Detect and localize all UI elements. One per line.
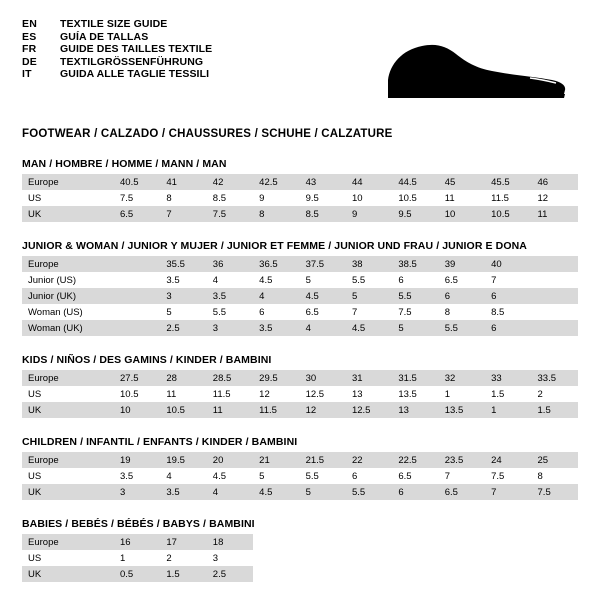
cell: 10 (114, 402, 160, 418)
cell: 3.5 (160, 484, 206, 500)
table-row (22, 386, 578, 402)
cell: 8.5 (300, 206, 346, 222)
cell (532, 304, 578, 320)
row-label: Junior (US) (22, 272, 114, 288)
table-row (22, 206, 578, 222)
language-text: GUÍA DE TALLAS (60, 30, 149, 43)
cell: 1.5 (485, 386, 531, 402)
cell: 44.5 (392, 174, 438, 190)
cell: 7 (346, 304, 392, 320)
cell: 30 (300, 370, 346, 386)
cell: 5.5 (346, 484, 392, 500)
cell: 4.5 (346, 320, 392, 336)
cell: 38 (346, 256, 392, 272)
cell: 1 (439, 386, 485, 402)
language-code: ES (22, 30, 37, 43)
language-code: EN (22, 18, 37, 30)
cell: 3 (207, 550, 253, 566)
cell: 36 (207, 256, 253, 272)
cell-empty (485, 534, 531, 550)
cell: 9 (346, 206, 392, 222)
cell: 43 (300, 174, 346, 190)
cell: 12 (300, 402, 346, 418)
cell: 3 (207, 320, 253, 336)
cell: 19.5 (160, 452, 206, 468)
cell: 44 (346, 174, 392, 190)
language-code: FR (22, 43, 37, 55)
cell: 37.5 (300, 256, 346, 272)
cell-empty (392, 534, 438, 550)
cell: 23.5 (439, 452, 485, 468)
cell: 3.5 (114, 468, 160, 484)
cell: 10.5 (160, 402, 206, 418)
cell: 24 (485, 452, 531, 468)
section-junior-woman (22, 240, 578, 336)
cell: 19 (114, 452, 160, 468)
cell: 28.5 (207, 370, 253, 386)
cell: 7 (485, 272, 531, 288)
row-label: Woman (US) (22, 304, 114, 320)
row-label: Europe (22, 174, 114, 190)
cell-empty (392, 550, 438, 566)
cell: 18 (207, 534, 253, 550)
cell: 3.5 (253, 320, 299, 336)
cell: 22 (346, 452, 392, 468)
cell: 6.5 (392, 468, 438, 484)
language-text: GUIDA ALLE TAGLIE TESSILI (60, 68, 210, 80)
cell: 33 (485, 370, 531, 386)
section-title: CHILDREN / INFANTIL / ENFANTS / KINDER / BAMBINI (22, 436, 298, 448)
cell: 7 (485, 484, 531, 500)
cell: 22.5 (392, 452, 438, 468)
cell: 4 (207, 484, 253, 500)
language-row (22, 43, 212, 56)
cell: 8.5 (485, 304, 531, 320)
cell: 38.5 (392, 256, 438, 272)
cell-empty (485, 566, 531, 582)
cell: 5 (392, 320, 438, 336)
cell: 28 (160, 370, 206, 386)
table-row (22, 190, 578, 206)
table-row (22, 534, 578, 550)
cell: 6 (392, 484, 438, 500)
cell: 33.5 (532, 370, 578, 386)
row-label: UK (22, 402, 114, 418)
size-table-kids (22, 370, 578, 418)
cell: 31 (346, 370, 392, 386)
row-label: Europe (22, 370, 114, 386)
cell: 20 (207, 452, 253, 468)
cell (114, 272, 160, 288)
cell: 4.5 (207, 468, 253, 484)
cell: 17 (160, 534, 206, 550)
cell: 1.5 (160, 566, 206, 582)
cell: 10 (346, 190, 392, 206)
cell (532, 256, 578, 272)
table-row (22, 370, 578, 386)
cell: 6 (346, 468, 392, 484)
cell (532, 288, 578, 304)
cell: 1 (485, 402, 531, 418)
cell: 5.5 (300, 468, 346, 484)
cell: 7 (160, 206, 206, 222)
section-man (22, 158, 578, 222)
header (22, 18, 578, 114)
cell: 4.5 (300, 288, 346, 304)
cell-empty (485, 550, 531, 566)
cell-empty (300, 550, 346, 566)
cell: 2 (160, 550, 206, 566)
language-row (22, 68, 212, 81)
cell: 6.5 (114, 206, 160, 222)
language-list (22, 18, 212, 81)
cell: 12.5 (346, 402, 392, 418)
cell: 5.5 (346, 272, 392, 288)
cell: 21.5 (300, 452, 346, 468)
cell: 2.5 (207, 566, 253, 582)
cell: 42.5 (253, 174, 299, 190)
cell: 32 (439, 370, 485, 386)
cell: 11.5 (253, 402, 299, 418)
cell: 3.5 (207, 288, 253, 304)
cell-empty (439, 550, 485, 566)
cell: 41 (160, 174, 206, 190)
language-text: TEXTILGRÖSSENFÜHRUNG (60, 55, 204, 68)
cell: 4 (207, 272, 253, 288)
language-list-body (22, 18, 212, 81)
cell: 11 (532, 206, 578, 222)
cell (532, 272, 578, 288)
cell: 6 (485, 320, 531, 336)
cell: 5.5 (207, 304, 253, 320)
cell: 8 (160, 190, 206, 206)
cell: 6 (392, 272, 438, 288)
row-label: US (22, 190, 114, 206)
cell: 10.5 (485, 206, 531, 222)
cell: 40 (485, 256, 531, 272)
cell: 27.5 (114, 370, 160, 386)
table-row (22, 452, 578, 468)
cell: 21 (253, 452, 299, 468)
table-row (22, 174, 578, 190)
cell: 45.5 (485, 174, 531, 190)
cell: 6 (439, 288, 485, 304)
language-row (22, 31, 212, 44)
cell-empty (253, 566, 299, 582)
cell-empty (346, 566, 392, 582)
size-table-junior-woman (22, 256, 578, 336)
cell: 13.5 (392, 386, 438, 402)
cell: 11.5 (207, 386, 253, 402)
cell: 8 (253, 206, 299, 222)
cell: 12 (532, 190, 578, 206)
cell: 5 (253, 468, 299, 484)
cell: 1 (114, 550, 160, 566)
cell (114, 256, 160, 272)
table-row (22, 468, 578, 484)
cell: 1.5 (532, 402, 578, 418)
cell: 7.5 (485, 468, 531, 484)
cell-empty (532, 534, 578, 550)
language-code: DE (22, 55, 37, 68)
cell: 4.5 (253, 272, 299, 288)
cell-empty (253, 550, 299, 566)
cell: 5 (300, 272, 346, 288)
cell-empty (300, 566, 346, 582)
cell: 6.5 (300, 304, 346, 320)
language-row (22, 18, 212, 31)
table-row (22, 402, 578, 418)
language-text: TEXTILE SIZE GUIDE (60, 18, 168, 30)
cell: 3 (114, 484, 160, 500)
row-label: US (22, 468, 114, 484)
cell-empty (439, 534, 485, 550)
cell: 8 (532, 468, 578, 484)
size-table-man (22, 174, 578, 222)
table-row (22, 566, 578, 582)
cell: 13 (346, 386, 392, 402)
cell-empty (300, 534, 346, 550)
cell-empty (392, 566, 438, 582)
cell: 13 (392, 402, 438, 418)
cell: 5.5 (392, 288, 438, 304)
cell: 7.5 (114, 190, 160, 206)
cell: 13.5 (439, 402, 485, 418)
cell: 7.5 (392, 304, 438, 320)
row-label: Europe (22, 534, 114, 550)
cell: 29.5 (253, 370, 299, 386)
language-row (22, 56, 212, 69)
cell-empty (346, 550, 392, 566)
cell: 16 (114, 534, 160, 550)
row-label: Woman (UK) (22, 320, 114, 336)
cell: 6 (485, 288, 531, 304)
cell: 9.5 (392, 206, 438, 222)
cell: 35.5 (160, 256, 206, 272)
cell: 8 (439, 304, 485, 320)
row-label: Junior (UK) (22, 288, 114, 304)
cell (532, 320, 578, 336)
language-text: GUIDE DES TAILLES TEXTILE (60, 43, 213, 55)
row-label: UK (22, 566, 114, 582)
size-table-children (22, 452, 578, 500)
cell: 4 (160, 468, 206, 484)
cell: 9 (253, 190, 299, 206)
cell: 9.5 (300, 190, 346, 206)
cell: 10.5 (392, 190, 438, 206)
cell: 12 (253, 386, 299, 402)
cell: 11 (439, 190, 485, 206)
cell: 5 (160, 304, 206, 320)
cell: 5 (346, 288, 392, 304)
row-label: Europe (22, 256, 114, 272)
cell: 10 (439, 206, 485, 222)
cell: 11 (207, 402, 253, 418)
section-babies (22, 518, 578, 582)
cell: 40.5 (114, 174, 160, 190)
cell (114, 320, 160, 336)
cell: 4 (253, 288, 299, 304)
cell: 6.5 (439, 484, 485, 500)
cell: 45 (439, 174, 485, 190)
cell-empty (439, 566, 485, 582)
row-label: UK (22, 484, 114, 500)
cell: 3 (160, 288, 206, 304)
section-title: JUNIOR & WOMAN / JUNIOR Y MUJER / JUNIOR ET FEMME / JUNIOR UND FRAU / JUNIOR E DONA (22, 240, 527, 252)
table-row (22, 304, 578, 320)
table-row (22, 484, 578, 500)
cell: 39 (439, 256, 485, 272)
cell: 2.5 (160, 320, 206, 336)
table-row (22, 288, 578, 304)
cell: 7.5 (532, 484, 578, 500)
table-row (22, 320, 578, 336)
cell: 4 (300, 320, 346, 336)
section-title: BABIES / BEBÉS / BÉBÉS / BABYS / BAMBINI (22, 518, 255, 530)
table-row (22, 272, 578, 288)
cell-empty (532, 566, 578, 582)
cell (114, 304, 160, 320)
cell: 6 (253, 304, 299, 320)
cell-empty (532, 550, 578, 566)
category-title: FOOTWEAR / CALZADO / CHAUSSURES / SCHUHE / CALZATURE (22, 128, 393, 140)
cell: 42 (207, 174, 253, 190)
cell: 46 (532, 174, 578, 190)
cell: 12.5 (300, 386, 346, 402)
cell-empty (253, 534, 299, 550)
cell: 2 (532, 386, 578, 402)
cell: 3.5 (160, 272, 206, 288)
cell: 36.5 (253, 256, 299, 272)
cell: 4.5 (253, 484, 299, 500)
section-title: MAN / HOMBRE / HOMME / MANN / MAN (22, 158, 227, 170)
section-title: KIDS / NIÑOS / DES GAMINS / KINDER / BAMBINI (22, 354, 272, 366)
row-label: US (22, 386, 114, 402)
cell: 31.5 (392, 370, 438, 386)
cell: 11 (160, 386, 206, 402)
cell: 10.5 (114, 386, 160, 402)
cell (114, 288, 160, 304)
dress-shoe-icon (380, 34, 570, 100)
cell: 8.5 (207, 190, 253, 206)
row-label: Europe (22, 452, 114, 468)
cell: 7 (439, 468, 485, 484)
table-row (22, 256, 578, 272)
cell: 5 (300, 484, 346, 500)
table-row (22, 550, 578, 566)
section-children (22, 436, 578, 500)
cell: 6.5 (439, 272, 485, 288)
size-table-babies (22, 534, 578, 582)
cell: 11.5 (485, 190, 531, 206)
section-kids (22, 354, 578, 418)
cell: 5.5 (439, 320, 485, 336)
row-label: US (22, 550, 114, 566)
cell-empty (346, 534, 392, 550)
row-label: UK (22, 206, 114, 222)
cell: 7.5 (207, 206, 253, 222)
cell: 0.5 (114, 566, 160, 582)
language-code: IT (22, 68, 32, 80)
cell: 25 (532, 452, 578, 468)
